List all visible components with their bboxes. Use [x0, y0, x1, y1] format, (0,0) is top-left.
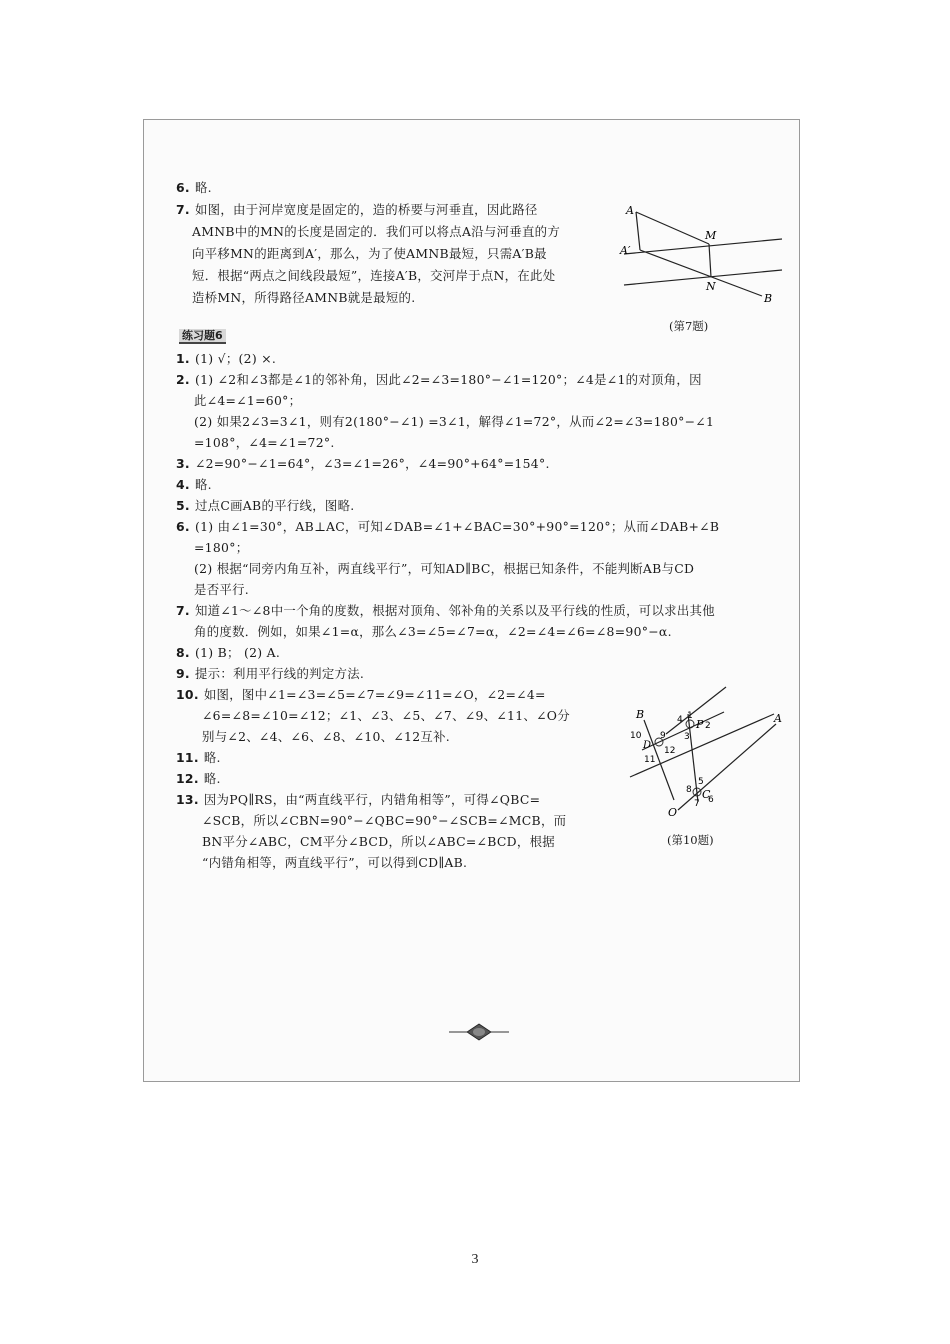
answer-text: 向平移MN的距离到A′，那么，为了使AMNB最短，只需A′B最 — [192, 246, 547, 261]
figure-7-caption: (第7题) — [669, 319, 709, 333]
answer-line — [176, 666, 364, 682]
answer-line — [194, 393, 301, 409]
answer-text: 此∠4=∠1=60°； — [194, 393, 302, 408]
segment-am — [636, 212, 709, 244]
item-number: 13. — [176, 792, 199, 807]
answer-line — [176, 372, 702, 388]
label-d: D — [643, 740, 652, 751]
angle-label-4: 4 — [677, 715, 683, 725]
answer-line — [176, 771, 221, 787]
label-p: P — [696, 718, 704, 731]
angle-label-6: 6 — [708, 795, 714, 805]
answer-text: 略. — [203, 750, 221, 765]
figure-7-diagram — [614, 202, 784, 302]
answer-line — [192, 224, 560, 240]
answer-line — [176, 687, 546, 703]
answer-text: 因为PQ∥RS，由“两直线平行，内错角相等”，可得∠QBC= — [203, 792, 541, 807]
answer-line — [192, 246, 547, 262]
answer-text: ∠SCB，所以∠CBN=90°−∠QBC=90°−∠SCB=∠MCB，而 — [202, 813, 567, 828]
answer-line — [192, 290, 415, 306]
answer-text: (2) 如果2∠3=3∠1，则有2(180°−∠1) =3∠1，解得∠1=72°，从而∠2=∠3=180°−∠1 — [194, 414, 715, 429]
item-number: 8. — [176, 645, 190, 660]
item-number: 10. — [176, 687, 199, 702]
label-n: N — [706, 280, 716, 293]
answer-text: ∠2=90°−∠1=64°，∠3=∠1=26°，∠4=90°+64°=154°. — [194, 456, 550, 471]
label-b: B — [636, 708, 645, 721]
angle-label-3: 3 — [684, 732, 690, 742]
item-number: 6. — [176, 519, 190, 534]
item-number: 12. — [176, 771, 199, 786]
item-number: 1. — [176, 351, 190, 366]
answer-text: BN平分∠ABC，CM平分∠BCD，所以∠ABC=∠BCD，根据 — [202, 834, 555, 849]
answer-text: =180°； — [194, 540, 249, 555]
page-ornament-icon — [449, 1023, 509, 1041]
answer-text: (1) √；(2) ×. — [194, 351, 277, 366]
item-number: 7. — [176, 603, 190, 618]
answer-text: (2) 根据“同旁内角互补，两直线平行”，可知AD∥BC，根据已知条件，不能判断AB与CD — [194, 561, 695, 576]
answer-line — [194, 582, 249, 598]
answer-line — [202, 708, 570, 724]
label-a: A — [774, 712, 782, 725]
item-number: 4. — [176, 477, 190, 492]
answer-line — [176, 202, 538, 218]
angle-label-8: 8 — [686, 785, 692, 795]
answer-line — [202, 813, 566, 829]
angle-label-5: 5 — [698, 777, 704, 787]
segment-mn — [709, 244, 711, 277]
answer-text: (1) B； (2) A. — [194, 645, 281, 660]
answer-line — [176, 351, 276, 367]
angle-label-12: 12 — [664, 746, 676, 756]
answer-text: 角的度数．例如，如果∠1=α，那么∠3=∠5=∠7=α，∠2=∠4=∠6=∠8=90°−α. — [194, 624, 672, 639]
answer-text: 略. — [194, 477, 212, 492]
answer-text: 如图，由于河岸宽度是固定的，造的桥要与河垂直，因此路径 — [194, 202, 538, 217]
answer-line — [194, 414, 714, 430]
angle-label-7: 7 — [694, 799, 700, 809]
figure-10-caption: (第10题) — [667, 833, 714, 847]
answer-text: (1) 由∠1=30°，AB⊥AC，可知∠DAB=∠1+∠BAC=30°+90°=120°；从而∠DAB+∠B — [194, 519, 720, 534]
answer-text: 提示：利用平行线的判定方法. — [194, 666, 365, 681]
item-number: 5. — [176, 498, 190, 513]
answer-text: 如图，图中∠1=∠3=∠5=∠7=∠9=∠11=∠O，∠2=∠4= — [203, 687, 546, 702]
answer-line — [176, 603, 715, 619]
figure-10-diagram — [626, 682, 786, 824]
answer-text: 别与∠2、∠4、∠6、∠8、∠10、∠12互补. — [202, 729, 451, 744]
answer-text: 知道∠1～∠8中一个角的度数，根据对顶角、邻补角的关系以及平行线的性质，可以求出其他 — [194, 603, 715, 618]
answer-line — [176, 645, 280, 661]
angle-label-2: 2 — [705, 721, 711, 731]
scanned-page — [143, 119, 800, 1082]
item-number: 3. — [176, 456, 190, 471]
item-number: 9. — [176, 666, 190, 681]
label-a-prime: A′ — [620, 244, 631, 257]
item-number: 2. — [176, 372, 190, 387]
answer-text: 略. — [194, 180, 212, 195]
answer-text: (1) ∠2和∠3都是∠1的邻补角，因此∠2=∠3=180°−∠1=120°；∠4是∠1的对顶角，因 — [194, 372, 702, 387]
section-heading: 练习题6 — [179, 329, 226, 344]
angle-label-10: 10 — [630, 731, 642, 741]
answer-line — [176, 792, 540, 808]
answer-text: AMNB中的MN的长度是固定的．我们可以将点A沿与河垂直的方 — [192, 224, 561, 239]
segment-ab — [640, 250, 762, 296]
answer-line — [176, 498, 355, 514]
label-o: O — [668, 806, 678, 819]
answer-line — [176, 519, 719, 535]
angle-label-11: 11 — [644, 755, 656, 765]
answer-line — [194, 540, 248, 556]
answer-text: 略. — [203, 771, 221, 786]
line-dp — [642, 712, 724, 750]
label-m: M — [705, 229, 717, 242]
answer-line — [176, 456, 550, 472]
answer-line — [194, 561, 694, 577]
answer-line — [202, 729, 450, 745]
answer-line — [202, 834, 555, 850]
page-number: 3 — [471, 1252, 479, 1267]
angle-label-1: 1 — [687, 711, 693, 721]
item-number: 11. — [176, 750, 199, 765]
answer-text: =108°，∠4=∠1=72°. — [194, 435, 335, 450]
segment-aa — [636, 212, 640, 250]
label-a: A — [626, 204, 634, 217]
line-oa — [678, 724, 776, 810]
answer-text: 过点C画AB的平行线，图略. — [194, 498, 355, 513]
answer-text: 是否平行. — [194, 582, 250, 597]
answer-line — [176, 750, 221, 766]
angle-label-9: 9 — [660, 731, 666, 741]
answer-line — [194, 624, 672, 640]
item-number: 6. — [176, 180, 190, 195]
answer-line — [194, 435, 335, 451]
river-bank-bottom — [624, 270, 782, 285]
label-b: B — [764, 292, 773, 302]
answer-line — [192, 268, 555, 284]
answer-line — [176, 180, 212, 196]
label-c: C — [702, 788, 711, 801]
answer-text: 造桥MN，所得路径AMNB就是最短的. — [192, 290, 416, 305]
item-number: 7. — [176, 202, 190, 217]
answer-text: ∠6=∠8=∠10=∠12；∠1、∠3、∠5、∠7、∠9、∠11、∠O分 — [202, 708, 570, 723]
answer-line — [176, 477, 212, 493]
answer-line — [202, 855, 467, 871]
answer-text: 短．根据“两点之间线段最短”，连接A′B，交河岸于点N，在此处 — [192, 268, 556, 283]
answer-text: “内错角相等，两直线平行”，可以得到CD∥AB. — [202, 855, 468, 870]
